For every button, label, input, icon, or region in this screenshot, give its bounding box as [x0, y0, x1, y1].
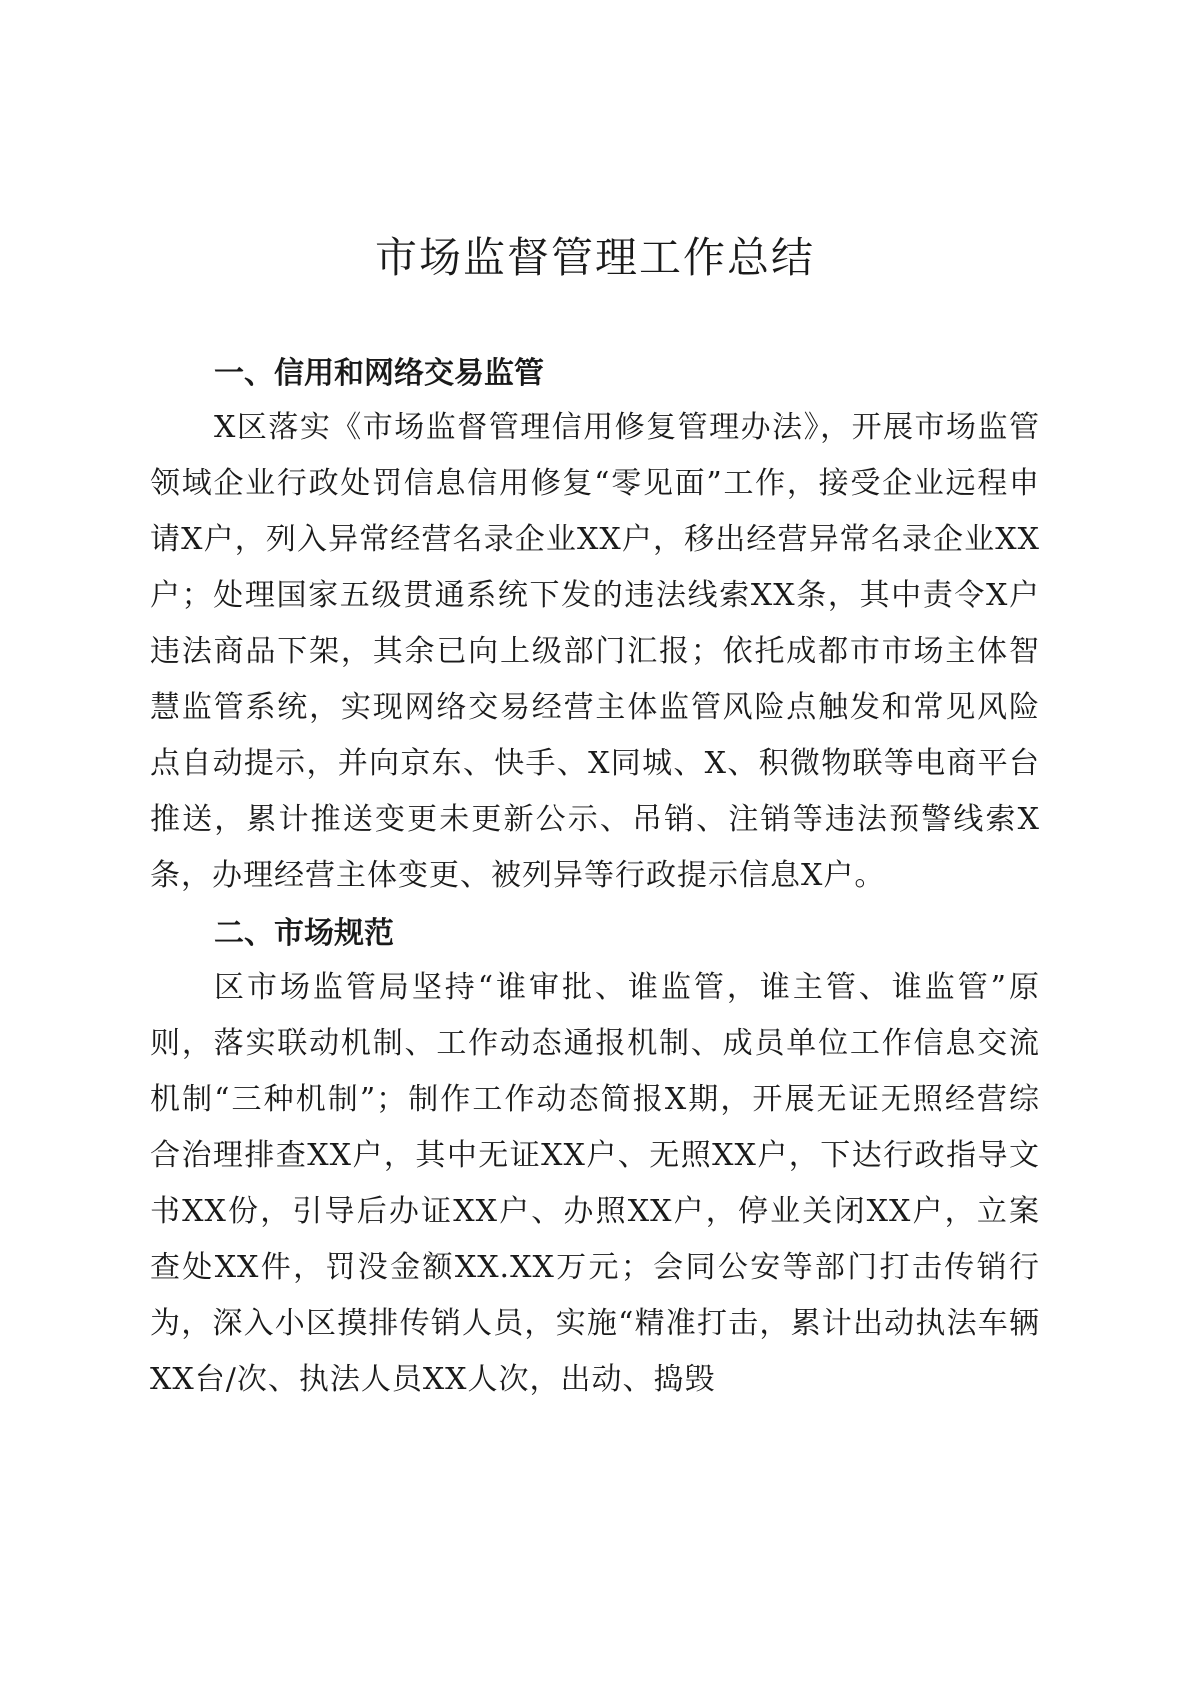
section-paragraph-market: 区市场监管局坚持“谁审批、谁监管，谁主管、谁监管”原则，落实联动机制、工作动态通报机制、成员单位工作信息交流机制“三种机制”；制作工作动态简报X期，开展无证无照经营综合治理排查XX户，其中无证XX户、无照XX户，下达行政指导文书XX份，引导后办证XX户、办照XX户，停业关闭XX户，立案查处XX件，罚没金额XX.XX万元；会同公安等部门打击传销行为，深入小区摸排传销人员，实施“精准打击，累计出动执法车辆XX台/次、执法人员XX人次，出动、捣毁 — [150, 970, 1040, 1397]
document-body — [150, 348, 1040, 1408]
section-heading-market: 二、市场规范 — [214, 916, 394, 951]
section-heading-credit: 一、信用和网络交易监管 — [214, 356, 544, 391]
section-paragraph-credit: X区落实《市场监督管理信用修复管理办法》，开展市场监管领域企业行政处罚信息信用修复“零见面”工作，接受企业远程申请X户，列入异常经营名录企业XX户，移出经营异常名录企业XX户；处理国家五级贯通系统下发的违法线索XX条，其中责令X户违法商品下架，其余已向上级部门汇报；依托成都市市场主体智慧监管系统，实现网络交易经营主体监管风险点触发和常见风险点自动提示，并向京东、快手、X同城、X、积微物联等电商平台推送，累计推送变更未更新公示、吊销、注销等违法预警线索X条，办理经营主体变更、被列异等行政提示信息X户。 — [150, 410, 1040, 893]
document-title: 市场监督管理工作总结 — [374, 233, 815, 282]
